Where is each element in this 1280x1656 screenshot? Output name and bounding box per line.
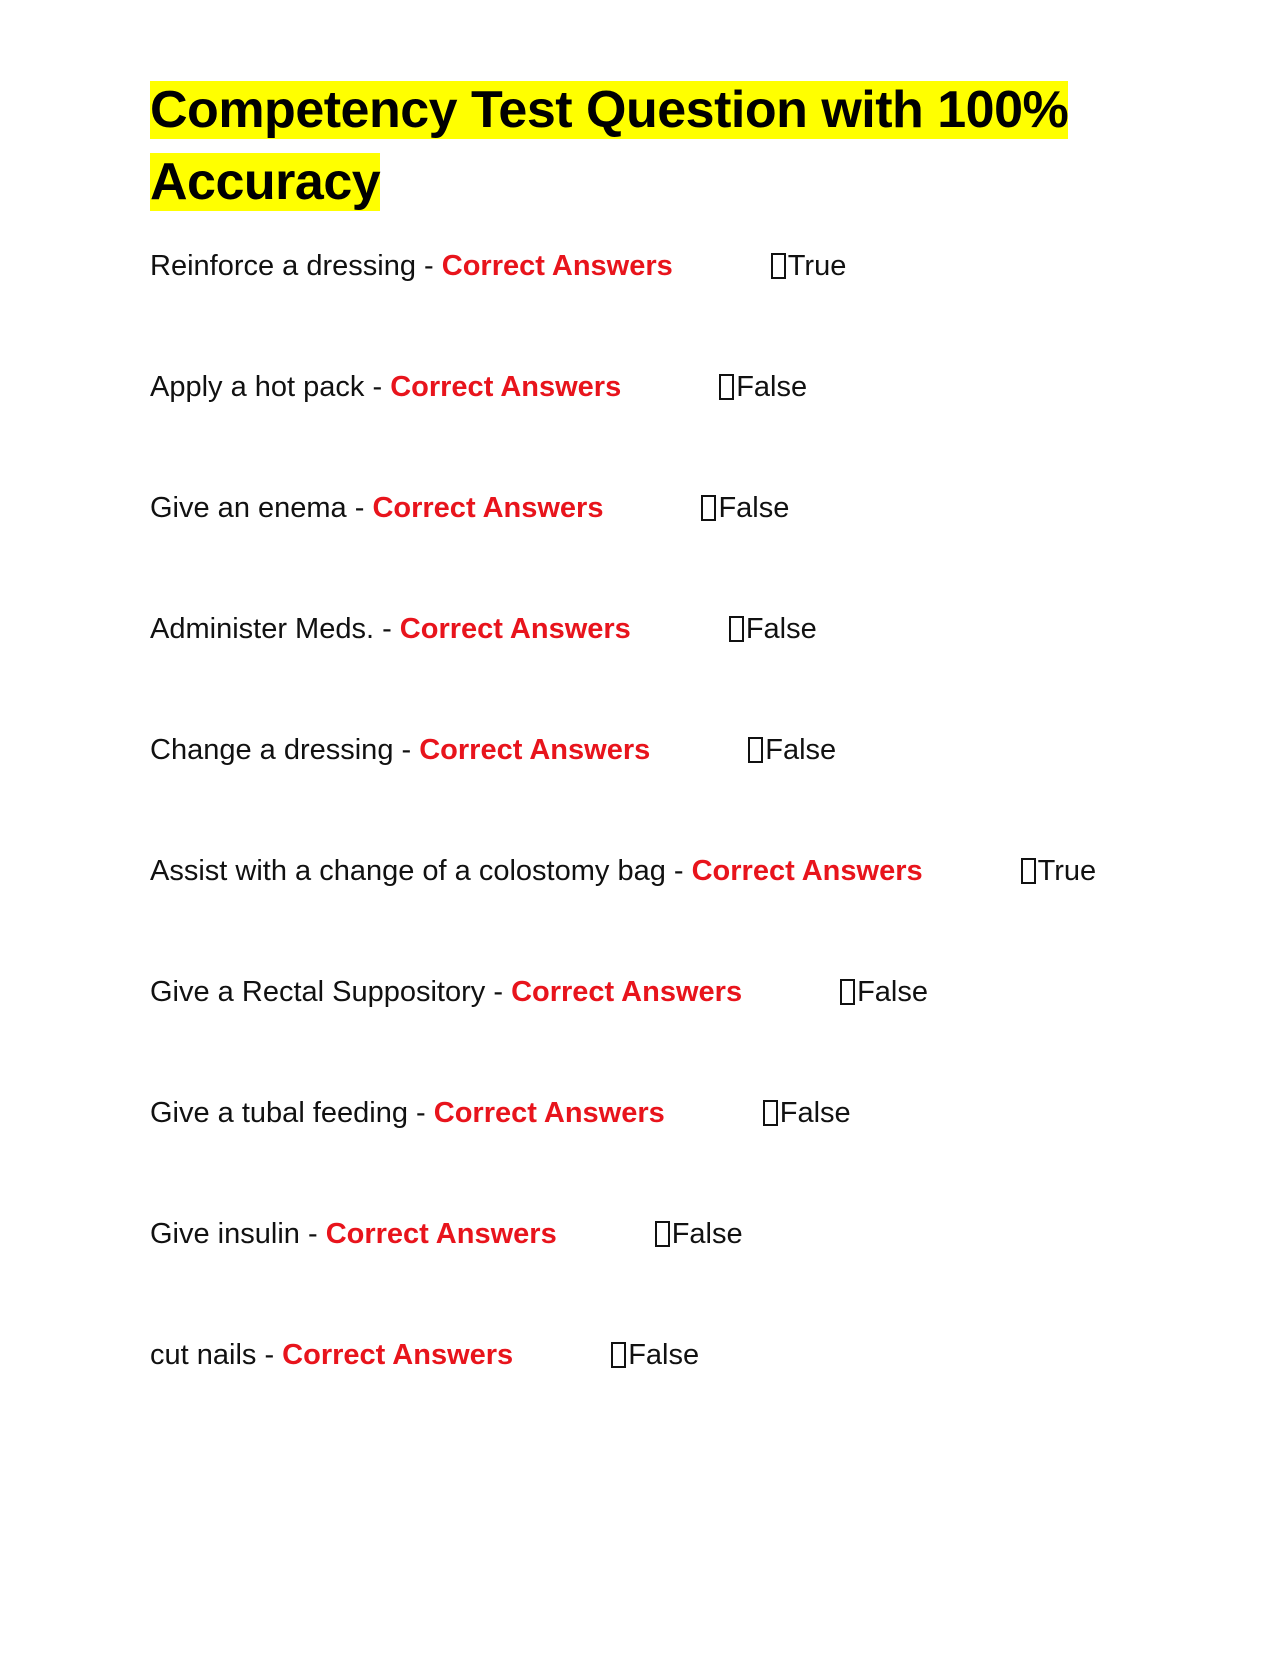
missing-glyph-icon xyxy=(611,1342,626,1368)
separator: - xyxy=(393,734,420,766)
answer-value: False xyxy=(779,1097,851,1129)
missing-glyph-icon xyxy=(655,1221,670,1247)
question-text: Assist with a change of a colostomy bag xyxy=(150,855,666,887)
missing-glyph-icon xyxy=(701,495,716,521)
correct-answers-label: Correct Answers xyxy=(282,1339,514,1371)
page-title xyxy=(150,74,1110,218)
answer-value: True xyxy=(787,250,847,282)
answer-value: False xyxy=(671,1218,743,1250)
question-text: Change a dressing xyxy=(150,734,394,766)
qa-item xyxy=(150,607,817,651)
missing-glyph-icon xyxy=(719,374,734,400)
qa-item xyxy=(150,365,807,409)
missing-glyph-icon xyxy=(1021,858,1036,884)
qa-item xyxy=(150,849,1096,893)
separator: - xyxy=(485,976,512,1008)
separator: - xyxy=(415,250,442,282)
correct-answers-label: Correct Answers xyxy=(419,734,651,766)
correct-answers-label: Correct Answers xyxy=(511,976,743,1008)
correct-answers-label: Correct Answers xyxy=(441,250,673,282)
qa-item xyxy=(150,244,846,288)
answer-value: False xyxy=(736,371,808,403)
question-text: Give insulin xyxy=(150,1218,300,1250)
answer-value: True xyxy=(1037,855,1097,887)
question-text: Apply a hot pack xyxy=(150,371,365,403)
missing-glyph-icon xyxy=(729,616,744,642)
correct-answers-label: Correct Answers xyxy=(325,1218,557,1250)
answer-value: False xyxy=(628,1339,700,1371)
separator: - xyxy=(665,855,692,887)
correct-answers-label: Correct Answers xyxy=(433,1097,665,1129)
question-text: cut nails xyxy=(150,1339,257,1371)
correct-answers-label: Correct Answers xyxy=(399,613,631,645)
qa-item xyxy=(150,1212,743,1256)
qa-item xyxy=(150,1091,851,1135)
separator: - xyxy=(346,492,373,524)
qa-item xyxy=(150,728,836,772)
missing-glyph-icon xyxy=(840,979,855,1005)
title-highlight: Competency Test Question with 100% Accuracy xyxy=(150,81,1069,211)
missing-glyph-icon xyxy=(763,1100,778,1126)
answer-value: False xyxy=(857,976,928,1008)
separator: - xyxy=(299,1218,326,1250)
qa-item xyxy=(150,1333,699,1377)
answer-value: False xyxy=(718,492,790,524)
question-text: Administer Meds. xyxy=(150,613,375,645)
missing-glyph-icon xyxy=(748,737,763,763)
separator: - xyxy=(256,1339,283,1371)
correct-answers-label: Correct Answers xyxy=(390,371,622,403)
qa-item xyxy=(150,970,928,1014)
question-text: Reinforce a dressing xyxy=(150,250,416,282)
answer-value: False xyxy=(745,613,817,645)
correct-answers-label: Correct Answers xyxy=(691,855,923,887)
question-text: Give a Rectal Suppository xyxy=(150,976,486,1008)
separator: - xyxy=(407,1097,434,1129)
question-text: Give an enema xyxy=(150,492,347,524)
question-text: Give a tubal feeding xyxy=(150,1097,408,1129)
separator: - xyxy=(374,613,400,645)
separator: - xyxy=(364,371,391,403)
missing-glyph-icon xyxy=(771,253,786,279)
answer-value: False xyxy=(765,734,837,766)
qa-item xyxy=(150,486,789,530)
correct-answers-label: Correct Answers xyxy=(372,492,604,524)
